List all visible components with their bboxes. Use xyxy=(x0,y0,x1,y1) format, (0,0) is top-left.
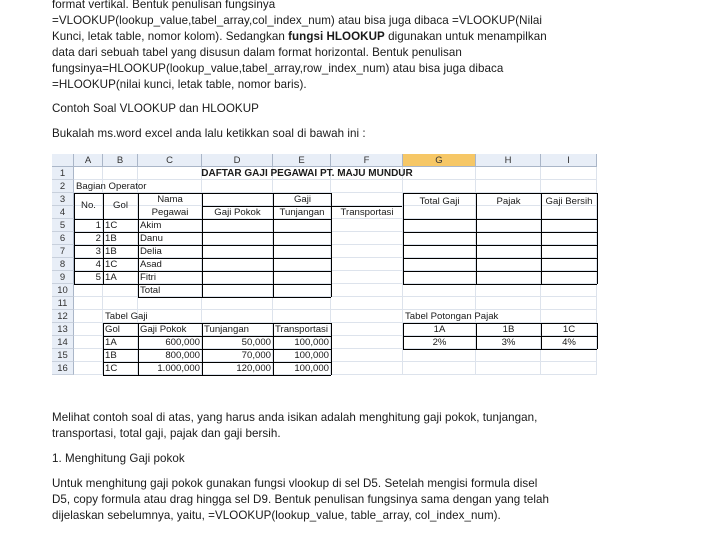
column-header-b[interactable]: B xyxy=(103,154,138,167)
column-header-d[interactable]: D xyxy=(202,154,273,167)
employee-nama[interactable]: Akim xyxy=(140,220,162,231)
gaji-table-cell[interactable]: 100,000 xyxy=(294,337,329,348)
column-header-e[interactable]: E xyxy=(273,154,331,167)
intro-line-1: format vertikal. Bentuk penulisan fungsinya xyxy=(52,0,276,11)
border-v xyxy=(273,323,274,375)
pajak-table-value[interactable]: 4% xyxy=(562,337,576,348)
intro-line-3-text: Kunci, letak table, nomor kolom). Sedangkan xyxy=(52,30,289,43)
border-v xyxy=(597,323,598,349)
row-header-12[interactable]: 12 xyxy=(52,310,74,323)
employee-gol[interactable]: 1B xyxy=(105,233,117,244)
intro-line-4: data dari sebuah tabel yang disusun dalam format horizontal. Bentuk penulisan xyxy=(52,46,462,59)
sheet-title[interactable]: DAFTAR GAJI PEGAWAI PT. MAJU MUNDUR xyxy=(201,168,413,179)
border-h xyxy=(403,193,597,194)
border-h xyxy=(403,349,597,350)
row-header-5[interactable]: 5 xyxy=(52,219,74,232)
border-h xyxy=(103,375,331,376)
intro-line-3-tail: digunakan untuk menampilkan xyxy=(384,30,547,43)
border-v xyxy=(331,323,332,375)
gaji-table-cell[interactable]: 100,000 xyxy=(294,363,329,374)
border-v xyxy=(476,193,477,284)
intro-line-2: =VLOOKUP(lookup_value,tabel_array,col_index_num) atau bisa juga dibaca =VLOOKUP(Nilai xyxy=(52,14,542,27)
row-header-2[interactable]: 2 xyxy=(52,180,74,193)
hlookup-bold: fungsi HLOOKUP xyxy=(288,30,385,43)
border-h xyxy=(403,258,597,259)
header-transportasi[interactable]: Transportasi xyxy=(340,207,394,218)
column-header-a[interactable]: A xyxy=(74,154,103,167)
gaji-table-header[interactable]: Tunjangan xyxy=(204,324,249,335)
border-v xyxy=(597,193,598,284)
employee-gol[interactable]: 1A xyxy=(105,272,117,283)
gaji-table-cell[interactable]: 120,000 xyxy=(236,363,271,374)
border-h xyxy=(403,271,597,272)
pajak-table-header[interactable]: 1B xyxy=(502,324,515,335)
employee-no[interactable]: 3 xyxy=(95,246,101,257)
row-header-9[interactable]: 9 xyxy=(52,271,74,284)
header-tunjangan[interactable]: Tunjangan xyxy=(279,207,325,218)
row-header-6[interactable]: 6 xyxy=(52,232,74,245)
gaji-table-cell[interactable]: 100,000 xyxy=(294,350,329,361)
header-gol[interactable]: Gol xyxy=(113,200,128,211)
border-v xyxy=(403,323,404,349)
corner-cell[interactable] xyxy=(52,154,74,167)
gaji-table-cell[interactable]: 70,000 xyxy=(241,350,271,361)
employee-gol[interactable]: 1C xyxy=(105,259,118,270)
border-h xyxy=(403,219,597,220)
row-header-16[interactable]: 16 xyxy=(52,362,74,375)
border-v xyxy=(403,193,404,284)
header-gaji-pokok[interactable]: Gaji Pokok xyxy=(214,207,261,218)
employee-no[interactable]: 5 xyxy=(95,272,101,283)
border-h xyxy=(403,232,597,233)
border-h xyxy=(403,284,597,285)
row-header-11[interactable]: 11 xyxy=(52,297,74,310)
gaji-table-cell[interactable]: 1A xyxy=(105,337,117,348)
header-nama[interactable]: Nama xyxy=(157,194,183,205)
header-no[interactable]: No. xyxy=(81,200,96,211)
total-label[interactable]: Total xyxy=(140,285,161,296)
spreadsheet[interactable] xyxy=(52,154,630,396)
column-header-f[interactable]: F xyxy=(331,154,403,167)
column-header-g[interactable]: G xyxy=(403,154,476,167)
employee-nama[interactable]: Asad xyxy=(140,259,162,270)
intro-line-5: fungsinya=HLOOKUP(lookup_value,tabel_array,row_index_num) atau bisa juga dibaca xyxy=(52,62,504,75)
gaji-table-cell[interactable]: 800,000 xyxy=(165,350,200,361)
column-header-h[interactable]: H xyxy=(476,154,541,167)
gaji-table-cell[interactable]: 600,000 xyxy=(165,337,200,348)
header-pajak[interactable]: Pajak xyxy=(496,196,521,207)
border-v xyxy=(74,193,75,284)
row-header-3[interactable]: 3 xyxy=(52,193,74,206)
pajak-table-header[interactable]: 1C xyxy=(562,324,576,335)
after-line-2: transportasi, total gaji, pajak dan gaji bersih. xyxy=(52,427,281,440)
pajak-table-title[interactable]: Tabel Potongan Pajak xyxy=(405,311,499,322)
row-header-4[interactable]: 4 xyxy=(52,206,74,219)
row-header-1[interactable]: 1 xyxy=(52,167,74,180)
border-v xyxy=(541,323,542,349)
employee-no[interactable]: 2 xyxy=(95,233,101,244)
closing-line-2: D5, copy formula atau drag hingga sel D9. Bentuk penulisan fungsinya sama dengan yang telah xyxy=(52,493,549,506)
step-heading: 1. Menghitung Gaji pokok xyxy=(52,452,185,465)
gaji-table-cell[interactable]: 1B xyxy=(105,350,117,361)
closing-line-1: Untuk menghitung gaji pokok gunakan fungsi vlookup di sel D5. Setelah mengisi formula disel xyxy=(52,477,538,490)
section-label[interactable]: Bagian Operator xyxy=(76,181,147,192)
employee-gol[interactable]: 1B xyxy=(105,246,117,257)
border-h xyxy=(403,336,597,337)
border-h xyxy=(403,323,597,324)
border-v xyxy=(138,193,139,297)
row-header-10[interactable]: 10 xyxy=(52,284,74,297)
gaji-table-cell[interactable]: 1C xyxy=(105,363,118,374)
pajak-table-value[interactable]: 3% xyxy=(501,337,516,348)
row-header-14[interactable]: 14 xyxy=(52,336,74,349)
gaji-table-header[interactable]: Gol xyxy=(105,324,120,335)
row-header-7[interactable]: 7 xyxy=(52,245,74,258)
after-line-1: Melihat contoh soal di atas, yang harus anda isikan adalah menghitung gaji pokok, tunjangan, xyxy=(52,411,538,424)
border-h xyxy=(202,206,402,207)
border-v xyxy=(202,206,203,297)
heading: Contoh Soal VLOOKUP dan HLOOKUP xyxy=(52,102,259,115)
column-header-i[interactable]: I xyxy=(541,154,597,167)
row-header-13[interactable]: 13 xyxy=(52,323,74,336)
gaji-table-cell[interactable]: 50,000 xyxy=(241,337,271,348)
border-h xyxy=(403,245,597,246)
row-header-8[interactable]: 8 xyxy=(52,258,74,271)
employee-no[interactable]: 1 xyxy=(95,220,101,231)
border-v xyxy=(202,323,203,375)
border-v xyxy=(103,193,104,284)
intro-line-6: =HLOOKUP(nilai kunci, letak table, nomor baris). xyxy=(52,78,307,91)
closing-line-3: dijelaskan sebelumnya, yaitu, =VLOOKUP(lookup_value, table_array, col_index_num). xyxy=(52,509,501,522)
border-v xyxy=(138,323,139,375)
header-pegawai[interactable]: Pegawai xyxy=(151,207,189,218)
header-gaji-bersih[interactable]: Gaji Bersih xyxy=(545,196,593,207)
employee-nama[interactable]: Danu xyxy=(140,233,163,244)
border-h xyxy=(138,297,331,298)
column-header-c[interactable]: C xyxy=(138,154,202,167)
border-v xyxy=(331,193,332,297)
gaji-table-title[interactable]: Tabel Gaji xyxy=(105,311,148,322)
employee-no[interactable]: 4 xyxy=(95,259,101,270)
pajak-table-value[interactable]: 2% xyxy=(432,337,447,348)
gaji-table-header[interactable]: Gaji Pokok xyxy=(140,324,187,335)
intro-line-3 xyxy=(52,29,692,45)
border-v xyxy=(103,323,104,375)
header-total-gaji[interactable]: Total Gaji xyxy=(419,196,460,207)
gaji-table-header[interactable]: Transportasi xyxy=(275,324,328,335)
border-v xyxy=(273,206,274,297)
border-v xyxy=(541,193,542,284)
employee-nama[interactable]: Delia xyxy=(140,246,162,257)
border-v xyxy=(476,323,477,349)
employee-gol[interactable]: 1C xyxy=(105,220,118,231)
row-header-15[interactable]: 15 xyxy=(52,349,74,362)
pajak-table-header[interactable]: 1A xyxy=(433,324,446,335)
header-gaji[interactable]: Gaji xyxy=(293,194,312,205)
employee-nama[interactable]: Fitri xyxy=(140,272,156,283)
gaji-table-cell[interactable]: 1.000,000 xyxy=(157,363,200,374)
instruction: Bukalah ms.word excel anda lalu ketikkan soal di bawah ini : xyxy=(52,127,366,140)
